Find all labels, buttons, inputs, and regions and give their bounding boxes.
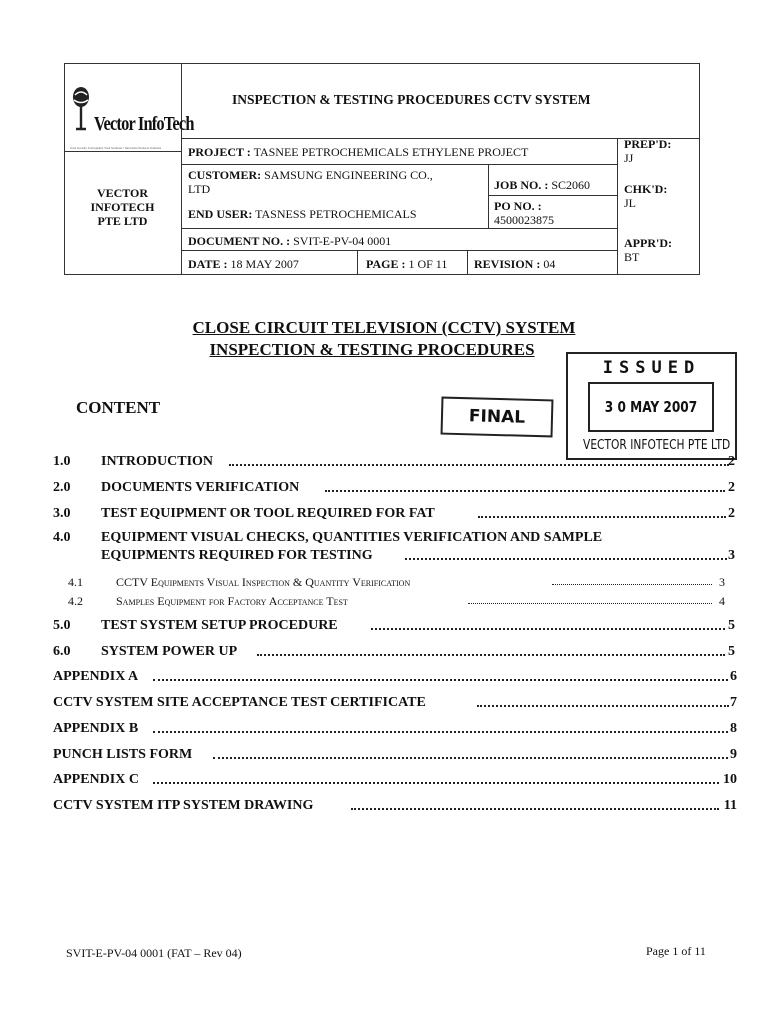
toc-entry-system-power-up: 6.0 SYSTEM POWER UP 5 — [53, 644, 735, 659]
issued-stamp — [566, 352, 737, 460]
end-user-field: END USER: TASNESS PETROCHEMICALS — [188, 207, 417, 221]
project-field: PROJECT : TASNEE PETROCHEMICALS ETHYLENE PROJECT — [188, 145, 529, 159]
toc-entry-site-acceptance-certificate: CCTV SYSTEM SITE ACCEPTANCE TEST CERTIFICATE 7 — [53, 695, 737, 710]
checked-by-field: CHK'D: JL — [624, 182, 668, 210]
toc-entry-appendix-b: APPENDIX B 8 — [53, 721, 737, 736]
toc-entry-documents-verification: 2.0 DOCUMENTS VERIFICATION 2 — [53, 480, 735, 495]
toc-entry-appendix-c: APPENDIX C 10 — [53, 772, 737, 787]
company-name: VECTOR INFOTECH PTE LTD — [90, 186, 155, 228]
globe-logo-icon — [71, 85, 91, 135]
document-title-line-2: INSPECTION & TESTING PROCEDURES — [209, 340, 535, 359]
issued-stamp-company: VECTOR INFOTECH PTE LTD — [583, 438, 731, 453]
final-stamp: FINAL — [441, 397, 554, 438]
toc-entry-samples-equipment: 4.2 Samples Equipment for Factory Acceptance Test 4 — [68, 594, 725, 608]
toc-entry-test-equipment: 3.0 TEST EQUIPMENT OR TOOL REQUIRED FOR FAT 2 — [53, 506, 735, 521]
toc-entry-appendix-a: APPENDIX A 6 — [53, 669, 737, 684]
logo-tagline: Total Security Total Quality Total Solutions • Innovative Products Solutions — [70, 146, 162, 150]
footer-document-reference: SVIT-E-PV-04 0001 (FAT – Rev 04) — [66, 946, 242, 960]
issued-stamp-date-box — [588, 382, 714, 432]
footer-page-number: Page 1 of 11 — [646, 944, 706, 958]
page-field: PAGE : 1 OF 11 — [366, 257, 448, 271]
toc-entry-introduction: 1.0 INTRODUCTION 2 — [53, 454, 735, 469]
po-number-field: PO NO. : 4500023875 — [494, 199, 554, 227]
logo-text: Vector InfoTech — [94, 113, 194, 135]
job-number-field: JOB NO. : SC2060 — [494, 178, 591, 192]
revision-field: REVISION : 04 — [474, 257, 556, 271]
issued-stamp-date: 3 0 MAY 2007 — [604, 398, 698, 416]
toc-entry-punch-lists-form: PUNCH LISTS FORM 9 — [53, 747, 737, 762]
toc-entry-cctv-visual-inspection: 4.1 CCTV Equipments Visual Inspection & Quantity Verification 3 — [68, 575, 725, 589]
customer-field: CUSTOMER: SAMSUNG ENGINEERING CO., LTD — [188, 168, 433, 196]
company-logo — [64, 63, 194, 153]
content-heading: CONTENT — [76, 398, 161, 417]
toc-entry-itp-system-drawing: CCTV SYSTEM ITP SYSTEM DRAWING 11 — [53, 798, 737, 813]
date-field: DATE : 18 MAY 2007 — [188, 257, 299, 271]
document-number-field: DOCUMENT NO. : SVIT-E-PV-04 0001 — [188, 234, 392, 248]
document-title-line-1: CLOSE CIRCUIT TELEVISION (CCTV) SYSTEM — [192, 318, 576, 337]
toc-entry-test-system-setup: 5.0 TEST SYSTEM SETUP PROCEDURE 5 — [53, 618, 735, 633]
prepared-by-field: PREP'D: JJ — [624, 137, 672, 165]
toc-entry-equipment-visual-checks: 4.0 EQUIPMENT VISUAL CHECKS, QUANTITIES VERIFICATION AND SAMPLE EQUIPMENTS REQUIRED FOR TESTING 3 — [53, 530, 735, 563]
issued-stamp-label: ISSUED — [602, 358, 701, 378]
approved-by-field: APPR'D: BT — [624, 236, 672, 264]
document-heading: INSPECTION & TESTING PROCEDURES CCTV SYSTEM — [232, 92, 591, 107]
